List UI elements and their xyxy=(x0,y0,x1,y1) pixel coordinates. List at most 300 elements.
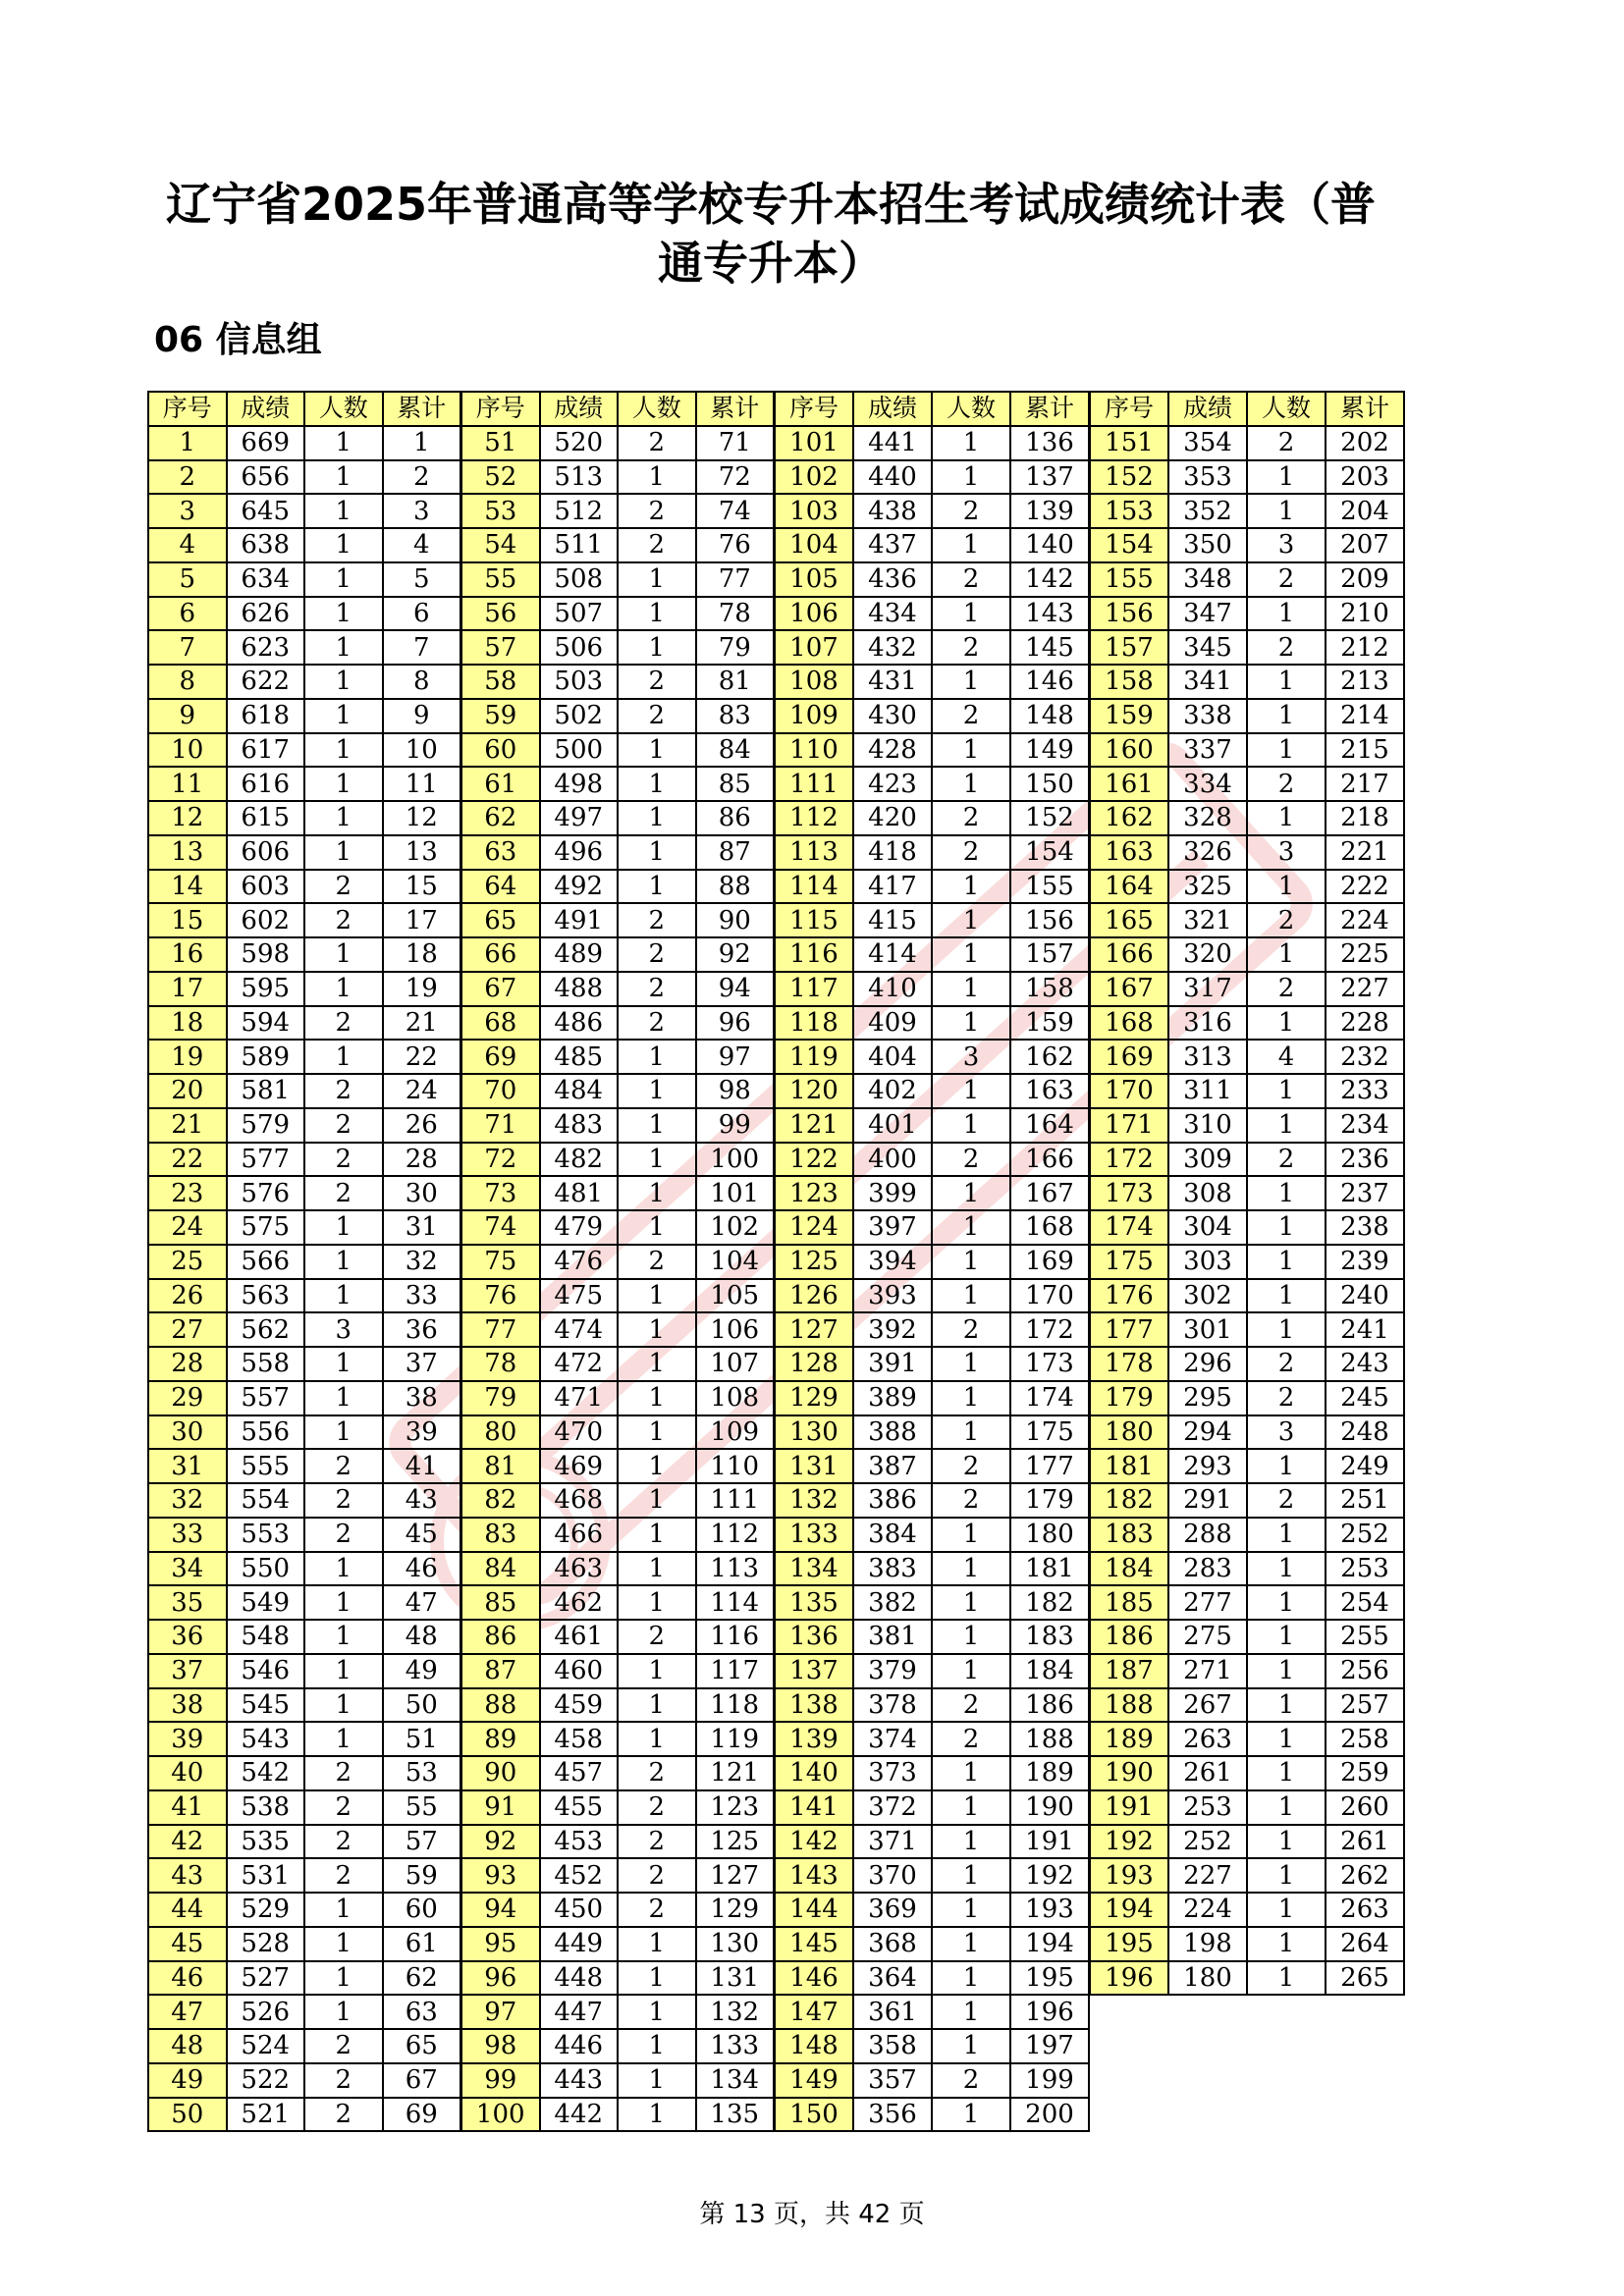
cell-score: 482 xyxy=(540,1143,619,1177)
table-row xyxy=(775,562,1089,597)
table-row xyxy=(148,1074,460,1108)
cell-seq: 52 xyxy=(461,460,540,495)
cell-count: 1 xyxy=(1247,801,1326,835)
cell-count: 1 xyxy=(618,1483,696,1518)
cell-seq: 100 xyxy=(461,2098,540,2132)
table-row xyxy=(461,426,774,460)
cell-seq: 79 xyxy=(461,1381,540,1415)
cell-seq: 182 xyxy=(1090,1483,1168,1518)
column-header-cumulative: 累计 xyxy=(383,392,461,426)
column-header-cumulative: 累计 xyxy=(696,392,775,426)
cell-score: 474 xyxy=(540,1312,619,1347)
cell-count: 1 xyxy=(1247,1518,1326,1552)
cell-count: 1 xyxy=(304,597,383,631)
cell-seq: 5 xyxy=(148,562,227,597)
cell-cumulative: 159 xyxy=(1010,1006,1089,1041)
cell-cumulative: 202 xyxy=(1326,426,1404,460)
cell-seq: 174 xyxy=(1090,1210,1168,1245)
cell-count: 2 xyxy=(304,870,383,904)
cell-seq: 151 xyxy=(1090,426,1168,460)
cell-count: 1 xyxy=(932,426,1010,460)
cell-cumulative: 114 xyxy=(696,1585,775,1620)
cell-seq: 188 xyxy=(1090,1688,1168,1723)
table-row xyxy=(148,1483,460,1518)
cell-cumulative: 39 xyxy=(383,1415,461,1450)
table-row xyxy=(148,1210,460,1245)
table-row xyxy=(148,1279,460,1313)
cell-seq: 161 xyxy=(1090,767,1168,801)
cell-score: 423 xyxy=(853,767,932,801)
cell-cumulative: 131 xyxy=(696,1961,775,1996)
table-row xyxy=(1090,1790,1404,1825)
table-row xyxy=(461,1654,774,1688)
cell-score: 227 xyxy=(1168,1858,1247,1893)
table-row xyxy=(775,1722,1089,1756)
table-row xyxy=(461,1074,774,1108)
cell-count: 1 xyxy=(932,1825,1010,1859)
table-row xyxy=(461,733,774,768)
cell-seq: 106 xyxy=(775,597,853,631)
table-row xyxy=(461,1893,774,1927)
table-row xyxy=(461,1756,774,1790)
cell-score: 402 xyxy=(853,1074,932,1108)
cell-count: 1 xyxy=(618,1176,696,1210)
cell-count: 2 xyxy=(304,1143,383,1177)
table-row xyxy=(1090,835,1404,870)
cell-count: 2 xyxy=(304,1449,383,1483)
cell-count: 1 xyxy=(1247,494,1326,528)
cell-score: 457 xyxy=(540,1756,619,1790)
cell-count: 1 xyxy=(932,1210,1010,1245)
table-row xyxy=(1090,1279,1404,1313)
table-row xyxy=(1090,937,1404,972)
cell-count: 1 xyxy=(1247,1790,1326,1825)
cell-score: 458 xyxy=(540,1722,619,1756)
table-row xyxy=(148,1552,460,1586)
column-header-count: 人数 xyxy=(618,392,696,426)
cell-seq: 50 xyxy=(148,2098,227,2132)
cell-cumulative: 192 xyxy=(1010,1858,1089,1893)
table-row xyxy=(461,1245,774,1279)
cell-count: 1 xyxy=(618,733,696,768)
cell-count: 2 xyxy=(304,1825,383,1859)
cell-cumulative: 264 xyxy=(1326,1927,1404,1961)
cell-cumulative: 43 xyxy=(383,1483,461,1518)
cell-count: 1 xyxy=(304,1210,383,1245)
table-row xyxy=(148,1108,460,1143)
cell-seq: 35 xyxy=(148,1585,227,1620)
table-row xyxy=(775,1790,1089,1825)
column-header-count: 人数 xyxy=(932,392,1010,426)
cell-seq: 47 xyxy=(148,1995,227,2029)
cell-score: 566 xyxy=(227,1245,305,1279)
cell-score: 656 xyxy=(227,460,305,495)
cell-seq: 55 xyxy=(461,562,540,597)
cell-cumulative: 113 xyxy=(696,1552,775,1586)
table-header-row xyxy=(1090,392,1404,426)
cell-score: 310 xyxy=(1168,1108,1247,1143)
cell-count: 1 xyxy=(304,699,383,733)
cell-count: 1 xyxy=(618,1040,696,1074)
column-header-score: 成绩 xyxy=(853,392,932,426)
table-row xyxy=(148,1790,460,1825)
cell-cumulative: 28 xyxy=(383,1143,461,1177)
cell-seq: 129 xyxy=(775,1381,853,1415)
cell-cumulative: 188 xyxy=(1010,1722,1089,1756)
cell-score: 392 xyxy=(853,1312,932,1347)
empty-row xyxy=(1090,2098,1404,2132)
cell-seq: 105 xyxy=(775,562,853,597)
page-footer: 第 13 页，共 42 页 xyxy=(699,2200,925,2229)
table-row xyxy=(461,972,774,1006)
cell-score: 461 xyxy=(540,1620,619,1654)
cell-seq: 51 xyxy=(461,426,540,460)
empty-cell xyxy=(1090,2098,1168,2132)
cell-cumulative: 169 xyxy=(1010,1245,1089,1279)
table-row xyxy=(148,767,460,801)
cell-seq: 36 xyxy=(148,1620,227,1654)
cell-count: 1 xyxy=(1247,1585,1326,1620)
table-row xyxy=(775,494,1089,528)
cell-count: 1 xyxy=(304,1245,383,1279)
cell-cumulative: 116 xyxy=(696,1620,775,1654)
cell-cumulative: 213 xyxy=(1326,665,1404,699)
cell-count: 1 xyxy=(932,1074,1010,1108)
empty-cell xyxy=(1247,2029,1326,2063)
table-row xyxy=(148,1176,460,1210)
cell-seq: 10 xyxy=(148,733,227,768)
cell-seq: 150 xyxy=(775,2098,853,2132)
cell-cumulative: 157 xyxy=(1010,937,1089,972)
cell-cumulative: 191 xyxy=(1010,1825,1089,1859)
cell-cumulative: 256 xyxy=(1326,1654,1404,1688)
cell-score: 409 xyxy=(853,1006,932,1041)
cell-count: 1 xyxy=(1247,870,1326,904)
cell-seq: 14 xyxy=(148,870,227,904)
cell-count: 1 xyxy=(304,1722,383,1756)
cell-count: 2 xyxy=(304,1483,383,1518)
cell-count: 1 xyxy=(1247,1210,1326,1245)
cell-score: 352 xyxy=(1168,494,1247,528)
cell-count: 1 xyxy=(618,1654,696,1688)
table-row xyxy=(148,528,460,562)
cell-seq: 158 xyxy=(1090,665,1168,699)
cell-cumulative: 51 xyxy=(383,1722,461,1756)
cell-count: 1 xyxy=(304,1552,383,1586)
cell-score: 283 xyxy=(1168,1552,1247,1586)
cell-seq: 90 xyxy=(461,1756,540,1790)
table-row xyxy=(148,426,460,460)
cell-seq: 72 xyxy=(461,1143,540,1177)
table-row xyxy=(148,1756,460,1790)
cell-seq: 111 xyxy=(775,767,853,801)
cell-score: 485 xyxy=(540,1040,619,1074)
cell-seq: 173 xyxy=(1090,1176,1168,1210)
cell-cumulative: 218 xyxy=(1326,801,1404,835)
cell-count: 2 xyxy=(304,1176,383,1210)
cell-seq: 12 xyxy=(148,801,227,835)
table-row xyxy=(461,2063,774,2098)
cell-score: 304 xyxy=(1168,1210,1247,1245)
cell-cumulative: 258 xyxy=(1326,1722,1404,1756)
table-row xyxy=(461,665,774,699)
cell-cumulative: 180 xyxy=(1010,1518,1089,1552)
cell-count: 2 xyxy=(618,1006,696,1041)
cell-score: 379 xyxy=(853,1654,932,1688)
cell-count: 2 xyxy=(304,1518,383,1552)
cell-seq: 16 xyxy=(148,937,227,972)
cell-score: 308 xyxy=(1168,1176,1247,1210)
cell-seq: 83 xyxy=(461,1518,540,1552)
cell-cumulative: 37 xyxy=(383,1347,461,1381)
cell-cumulative: 5 xyxy=(383,562,461,597)
cell-score: 526 xyxy=(227,1995,305,2029)
cell-score: 460 xyxy=(540,1654,619,1688)
cell-count: 1 xyxy=(304,1381,383,1415)
cell-seq: 184 xyxy=(1090,1552,1168,1586)
cell-score: 581 xyxy=(227,1074,305,1108)
cell-cumulative: 200 xyxy=(1010,2098,1089,2132)
cell-cumulative: 102 xyxy=(696,1210,775,1245)
cell-count: 1 xyxy=(304,1961,383,1996)
cell-cumulative: 109 xyxy=(696,1415,775,1450)
cell-score: 617 xyxy=(227,733,305,768)
cell-score: 496 xyxy=(540,835,619,870)
cell-seq: 145 xyxy=(775,1927,853,1961)
cell-seq: 9 xyxy=(148,699,227,733)
cell-seq: 45 xyxy=(148,1927,227,1961)
cell-seq: 93 xyxy=(461,1858,540,1893)
cell-count: 2 xyxy=(618,1825,696,1859)
empty-cell xyxy=(1090,1995,1168,2029)
cell-cumulative: 245 xyxy=(1326,1381,1404,1415)
table-row xyxy=(775,733,1089,768)
cell-count: 3 xyxy=(1247,1415,1326,1450)
table-row xyxy=(148,597,460,631)
cell-score: 502 xyxy=(540,699,619,733)
table-row xyxy=(461,1790,774,1825)
cell-count: 1 xyxy=(1247,1893,1326,1927)
cell-seq: 101 xyxy=(775,426,853,460)
cell-count: 2 xyxy=(932,1143,1010,1177)
cell-cumulative: 186 xyxy=(1010,1688,1089,1723)
cell-cumulative: 190 xyxy=(1010,1790,1089,1825)
cell-score: 441 xyxy=(853,426,932,460)
table-row xyxy=(775,1074,1089,1108)
table-row xyxy=(1090,597,1404,631)
cell-score: 488 xyxy=(540,972,619,1006)
cell-cumulative: 224 xyxy=(1326,903,1404,937)
cell-cumulative: 227 xyxy=(1326,972,1404,1006)
cell-score: 555 xyxy=(227,1449,305,1483)
cell-cumulative: 65 xyxy=(383,2029,461,2063)
cell-score: 484 xyxy=(540,1074,619,1108)
cell-count: 1 xyxy=(618,801,696,835)
cell-count: 1 xyxy=(304,1415,383,1450)
cell-seq: 110 xyxy=(775,733,853,768)
cell-count: 1 xyxy=(304,426,383,460)
cell-count: 2 xyxy=(304,2063,383,2098)
cell-score: 506 xyxy=(540,630,619,665)
cell-count: 1 xyxy=(304,835,383,870)
cell-count: 1 xyxy=(932,460,1010,495)
table-row xyxy=(461,1347,774,1381)
table-row xyxy=(1090,665,1404,699)
cell-cumulative: 57 xyxy=(383,1825,461,1859)
table-row xyxy=(148,1415,460,1450)
table-row xyxy=(461,1381,774,1415)
cell-count: 1 xyxy=(932,937,1010,972)
cell-cumulative: 99 xyxy=(696,1108,775,1143)
cell-count: 1 xyxy=(932,1518,1010,1552)
column-header-score: 成绩 xyxy=(227,392,305,426)
cell-seq: 44 xyxy=(148,1893,227,1927)
cell-count: 2 xyxy=(618,1893,696,1927)
cell-count: 1 xyxy=(618,2063,696,2098)
cell-seq: 34 xyxy=(148,1552,227,1586)
cell-count: 2 xyxy=(932,562,1010,597)
cell-cumulative: 105 xyxy=(696,1279,775,1313)
cell-seq: 192 xyxy=(1090,1825,1168,1859)
cell-seq: 65 xyxy=(461,903,540,937)
cell-cumulative: 254 xyxy=(1326,1585,1404,1620)
cell-seq: 168 xyxy=(1090,1006,1168,1041)
cell-score: 374 xyxy=(853,1722,932,1756)
cell-score: 391 xyxy=(853,1347,932,1381)
cell-seq: 58 xyxy=(461,665,540,699)
table-row xyxy=(461,937,774,972)
cell-count: 1 xyxy=(1247,1756,1326,1790)
cell-seq: 130 xyxy=(775,1415,853,1450)
cell-score: 295 xyxy=(1168,1381,1247,1415)
cell-cumulative: 167 xyxy=(1010,1176,1089,1210)
cell-count: 1 xyxy=(304,1279,383,1313)
cell-score: 468 xyxy=(540,1483,619,1518)
cell-score: 224 xyxy=(1168,1893,1247,1927)
cell-count: 1 xyxy=(304,528,383,562)
table-row xyxy=(1090,528,1404,562)
cell-score: 296 xyxy=(1168,1347,1247,1381)
table-row xyxy=(1090,1483,1404,1518)
cell-seq: 107 xyxy=(775,630,853,665)
table-row xyxy=(1090,1893,1404,1927)
cell-seq: 180 xyxy=(1090,1415,1168,1450)
cell-cumulative: 248 xyxy=(1326,1415,1404,1450)
cell-count: 1 xyxy=(618,1961,696,1996)
empty-cell xyxy=(1247,1995,1326,2029)
cell-score: 469 xyxy=(540,1449,619,1483)
table-row xyxy=(1090,767,1404,801)
cell-cumulative: 257 xyxy=(1326,1688,1404,1723)
table-row xyxy=(461,2098,774,2132)
table-row xyxy=(148,1722,460,1756)
cell-cumulative: 207 xyxy=(1326,528,1404,562)
empty-cell xyxy=(1326,2063,1404,2098)
table-row xyxy=(1090,460,1404,495)
cell-cumulative: 59 xyxy=(383,1858,461,1893)
table-row xyxy=(148,1654,460,1688)
cell-score: 372 xyxy=(853,1790,932,1825)
table-row xyxy=(775,972,1089,1006)
cell-count: 2 xyxy=(618,972,696,1006)
cell-score: 589 xyxy=(227,1040,305,1074)
table-block xyxy=(460,391,775,2132)
empty-row xyxy=(1090,2029,1404,2063)
cell-seq: 127 xyxy=(775,1312,853,1347)
cell-cumulative: 41 xyxy=(383,1449,461,1483)
cell-score: 476 xyxy=(540,1245,619,1279)
cell-score: 498 xyxy=(540,767,619,801)
cell-score: 263 xyxy=(1168,1722,1247,1756)
cell-seq: 78 xyxy=(461,1347,540,1381)
cell-score: 528 xyxy=(227,1927,305,1961)
cell-cumulative: 203 xyxy=(1326,460,1404,495)
cell-cumulative: 85 xyxy=(696,767,775,801)
cell-seq: 144 xyxy=(775,1893,853,1927)
cell-score: 466 xyxy=(540,1518,619,1552)
cell-seq: 126 xyxy=(775,1279,853,1313)
cell-count: 1 xyxy=(932,1415,1010,1450)
cell-count: 2 xyxy=(618,665,696,699)
column-header-score: 成绩 xyxy=(540,392,619,426)
table-row xyxy=(775,1176,1089,1210)
cell-seq: 7 xyxy=(148,630,227,665)
cell-score: 410 xyxy=(853,972,932,1006)
cell-seq: 40 xyxy=(148,1756,227,1790)
cell-seq: 196 xyxy=(1090,1961,1168,1996)
cell-count: 1 xyxy=(932,1245,1010,1279)
cell-seq: 104 xyxy=(775,528,853,562)
empty-cell xyxy=(1168,2029,1247,2063)
cell-seq: 57 xyxy=(461,630,540,665)
cell-seq: 18 xyxy=(148,1006,227,1041)
cell-seq: 19 xyxy=(148,1040,227,1074)
cell-count: 1 xyxy=(1247,1176,1326,1210)
cell-seq: 63 xyxy=(461,835,540,870)
cell-score: 448 xyxy=(540,1961,619,1996)
column-header-score: 成绩 xyxy=(1168,392,1247,426)
cell-count: 1 xyxy=(1247,1312,1326,1347)
cell-score: 500 xyxy=(540,733,619,768)
cell-count: 1 xyxy=(932,972,1010,1006)
cell-score: 626 xyxy=(227,597,305,631)
cell-cumulative: 7 xyxy=(383,630,461,665)
cell-count: 2 xyxy=(1247,1347,1326,1381)
cell-seq: 102 xyxy=(775,460,853,495)
cell-seq: 167 xyxy=(1090,972,1168,1006)
cell-cumulative: 38 xyxy=(383,1381,461,1415)
table-row xyxy=(148,460,460,495)
cell-seq: 2 xyxy=(148,460,227,495)
cell-score: 471 xyxy=(540,1381,619,1415)
table-row xyxy=(1090,699,1404,733)
cell-cumulative: 164 xyxy=(1010,1108,1089,1143)
cell-seq: 123 xyxy=(775,1176,853,1210)
cell-cumulative: 2 xyxy=(383,460,461,495)
cell-seq: 37 xyxy=(148,1654,227,1688)
table-row xyxy=(461,494,774,528)
cell-score: 328 xyxy=(1168,801,1247,835)
table-row xyxy=(775,835,1089,870)
table-row xyxy=(1090,1347,1404,1381)
empty-cell xyxy=(1326,1995,1404,2029)
cell-score: 513 xyxy=(540,460,619,495)
cell-cumulative: 78 xyxy=(696,597,775,631)
cell-score: 431 xyxy=(853,665,932,699)
table-row xyxy=(1090,1756,1404,1790)
cell-seq: 84 xyxy=(461,1552,540,1586)
cell-seq: 187 xyxy=(1090,1654,1168,1688)
